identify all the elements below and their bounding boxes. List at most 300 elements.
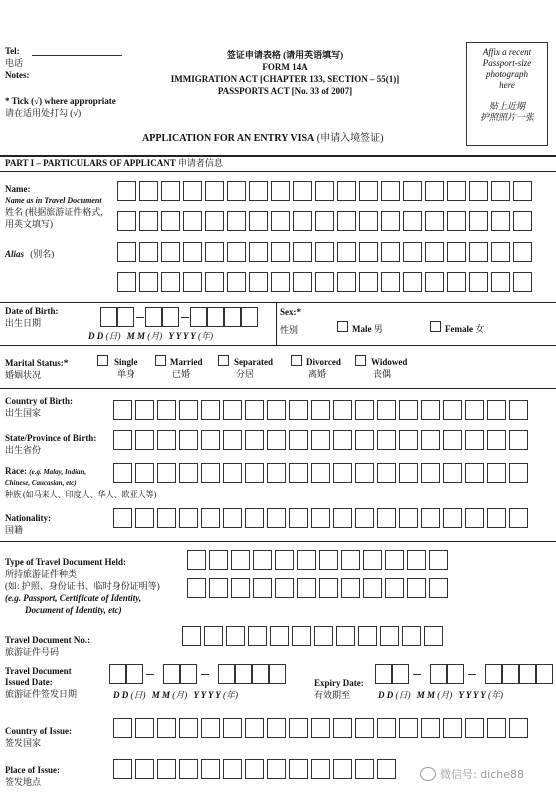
char-box[interactable] (187, 550, 206, 570)
char-box[interactable] (139, 272, 158, 292)
expiry-month-cells[interactable] (430, 664, 464, 684)
char-box[interactable] (421, 463, 440, 483)
char-box[interactable] (267, 759, 286, 779)
char-box[interactable] (536, 664, 553, 684)
char-box[interactable] (135, 759, 154, 779)
char-box[interactable] (314, 626, 333, 646)
char-box[interactable] (319, 550, 338, 570)
tick-instruction: * Tick (√) where appropriate (5, 96, 116, 106)
char-box[interactable] (157, 508, 176, 528)
char-box[interactable] (425, 242, 444, 262)
char-box[interactable] (403, 242, 422, 262)
char-box[interactable] (126, 664, 143, 684)
char-box[interactable] (289, 463, 308, 483)
photo-box[interactable] (466, 42, 548, 146)
char-box[interactable] (359, 181, 378, 201)
divorced-checkbox[interactable] (291, 355, 302, 366)
char-box[interactable] (377, 508, 396, 528)
char-box[interactable] (100, 307, 117, 327)
char-box[interactable] (513, 211, 532, 231)
char-box[interactable] (315, 242, 334, 262)
char-box[interactable] (311, 400, 330, 420)
char-box[interactable] (355, 400, 374, 420)
dob-day-cells[interactable] (100, 307, 134, 327)
char-box[interactable] (319, 578, 338, 598)
char-box[interactable] (227, 211, 246, 231)
char-box[interactable] (407, 550, 426, 570)
expiry-day-cells[interactable] (375, 664, 409, 684)
char-box[interactable] (179, 508, 198, 528)
char-box[interactable] (248, 626, 267, 646)
char-box[interactable] (407, 578, 426, 598)
char-box[interactable] (519, 664, 536, 684)
char-box[interactable] (180, 664, 197, 684)
char-box[interactable] (447, 181, 466, 201)
char-box[interactable] (513, 272, 532, 292)
char-box[interactable] (399, 463, 418, 483)
char-box[interactable] (271, 272, 290, 292)
char-box[interactable] (443, 508, 462, 528)
dob-year-cells[interactable] (190, 307, 258, 327)
char-box[interactable] (421, 718, 440, 738)
char-box[interactable] (157, 430, 176, 450)
char-box[interactable] (509, 463, 528, 483)
char-box[interactable] (235, 664, 252, 684)
char-box[interactable] (297, 578, 316, 598)
char-box[interactable] (341, 578, 360, 598)
char-box[interactable] (336, 626, 355, 646)
char-box[interactable] (443, 400, 462, 420)
passports-act: PASSPORTS ACT [No. 33 of 2007] (217, 86, 353, 96)
char-box[interactable] (113, 508, 132, 528)
char-box[interactable] (269, 664, 286, 684)
char-box[interactable] (289, 508, 308, 528)
char-box[interactable] (399, 508, 418, 528)
char-box[interactable] (421, 430, 440, 450)
char-box[interactable] (363, 550, 382, 570)
char-box[interactable] (205, 211, 224, 231)
char-box[interactable] (355, 430, 374, 450)
country-birth-cells[interactable] (113, 400, 531, 420)
char-box[interactable] (270, 626, 289, 646)
char-box[interactable] (117, 181, 136, 201)
char-box[interactable] (443, 430, 462, 450)
char-box[interactable] (271, 181, 290, 201)
char-box[interactable] (443, 463, 462, 483)
char-box[interactable] (337, 181, 356, 201)
char-box[interactable] (502, 664, 519, 684)
char-box[interactable] (491, 272, 510, 292)
char-box[interactable] (333, 508, 352, 528)
issued-label-2: Issued Date: (5, 677, 53, 687)
char-box[interactable] (363, 578, 382, 598)
dob-month-cells[interactable] (145, 307, 179, 327)
char-box[interactable] (403, 181, 422, 201)
char-box[interactable] (223, 718, 242, 738)
married-checkbox[interactable] (155, 355, 166, 366)
char-box[interactable] (381, 242, 400, 262)
char-box[interactable] (315, 211, 334, 231)
char-box[interactable] (487, 430, 506, 450)
char-box[interactable] (292, 626, 311, 646)
char-box[interactable] (289, 759, 308, 779)
char-box[interactable] (224, 307, 241, 327)
widowed-cn: 丧偶 (373, 369, 392, 379)
char-box[interactable] (509, 430, 528, 450)
char-box[interactable] (190, 307, 207, 327)
female-checkbox[interactable] (430, 321, 441, 332)
char-box[interactable] (513, 242, 532, 262)
char-box[interactable] (469, 211, 488, 231)
char-box[interactable] (113, 759, 132, 779)
char-box[interactable] (491, 242, 510, 262)
char-box[interactable] (223, 400, 242, 420)
char-box[interactable] (385, 578, 404, 598)
char-box[interactable] (231, 578, 250, 598)
char-box[interactable] (469, 181, 488, 201)
char-box[interactable] (429, 550, 448, 570)
char-box[interactable] (443, 718, 462, 738)
tel-line[interactable] (32, 55, 122, 56)
char-box[interactable] (139, 181, 158, 201)
char-box[interactable] (179, 400, 198, 420)
char-box[interactable] (293, 211, 312, 231)
char-box[interactable] (163, 664, 180, 684)
char-box[interactable] (289, 400, 308, 420)
expiry-dash (468, 674, 476, 675)
char-box[interactable] (117, 307, 134, 327)
char-box[interactable] (179, 430, 198, 450)
char-box[interactable] (377, 463, 396, 483)
marital-cn: 婚姻状况 (5, 370, 42, 380)
char-box[interactable] (289, 718, 308, 738)
char-box[interactable] (267, 430, 286, 450)
travel-doc-type-label: Type of Travel Document Held: (5, 557, 126, 567)
char-box[interactable] (209, 550, 228, 570)
char-box[interactable] (109, 664, 126, 684)
char-box[interactable] (201, 400, 220, 420)
char-box[interactable] (469, 242, 488, 262)
char-box[interactable] (333, 718, 352, 738)
char-box[interactable] (311, 759, 330, 779)
char-box[interactable] (161, 242, 180, 262)
char-box[interactable] (509, 400, 528, 420)
char-box[interactable] (201, 430, 220, 450)
race-eg-1: (e.g. Malay, Indian, (29, 468, 87, 476)
separated-checkbox[interactable] (218, 355, 229, 366)
char-box[interactable] (465, 430, 484, 450)
char-box[interactable] (227, 272, 246, 292)
char-box[interactable] (487, 718, 506, 738)
char-box[interactable] (117, 211, 136, 231)
char-box[interactable] (447, 272, 466, 292)
char-box[interactable] (253, 578, 272, 598)
char-box[interactable] (381, 272, 400, 292)
char-box[interactable] (113, 430, 132, 450)
char-box[interactable] (403, 211, 422, 231)
char-box[interactable] (271, 211, 290, 231)
char-box[interactable] (135, 718, 154, 738)
char-box[interactable] (157, 759, 176, 779)
char-box[interactable] (201, 718, 220, 738)
wechat-icon (420, 767, 436, 781)
char-box[interactable] (447, 664, 464, 684)
state-birth-cells[interactable] (113, 430, 531, 450)
char-box[interactable] (267, 718, 286, 738)
char-box[interactable] (311, 718, 330, 738)
char-box[interactable] (381, 211, 400, 231)
expiry-mm-cn: (月) (437, 690, 453, 700)
char-box[interactable] (355, 463, 374, 483)
char-box[interactable] (245, 463, 264, 483)
single-checkbox[interactable] (97, 355, 108, 366)
char-box[interactable] (231, 550, 250, 570)
char-box[interactable] (252, 664, 269, 684)
char-box[interactable] (207, 307, 224, 327)
char-box[interactable] (113, 463, 132, 483)
state-birth-label: State/Province of Birth: (5, 433, 97, 443)
char-box[interactable] (399, 400, 418, 420)
part1-title (5, 158, 223, 169)
alias-row-1[interactable] (117, 242, 535, 262)
char-box[interactable] (226, 626, 245, 646)
char-box[interactable] (315, 181, 334, 201)
char-box[interactable] (487, 508, 506, 528)
char-box[interactable] (135, 463, 154, 483)
char-box[interactable] (403, 272, 422, 292)
char-box[interactable] (201, 508, 220, 528)
char-box[interactable] (424, 626, 443, 646)
char-box[interactable] (157, 400, 176, 420)
char-box[interactable] (311, 508, 330, 528)
char-box[interactable] (205, 181, 224, 201)
char-box[interactable] (249, 242, 268, 262)
char-box[interactable] (509, 718, 528, 738)
char-box[interactable] (513, 181, 532, 201)
char-box[interactable] (337, 242, 356, 262)
char-box[interactable] (187, 578, 206, 598)
alias-row-2[interactable] (117, 272, 535, 292)
char-box[interactable] (380, 626, 399, 646)
char-box[interactable] (205, 242, 224, 262)
nationality-label: Nationality: (5, 513, 51, 523)
char-box[interactable] (509, 508, 528, 528)
married-cn: 已婚 (172, 369, 191, 379)
char-box[interactable] (113, 718, 132, 738)
char-box[interactable] (201, 759, 220, 779)
char-box[interactable] (333, 400, 352, 420)
marital-label: Marital Status:* (5, 358, 69, 368)
char-box[interactable] (267, 400, 286, 420)
char-box[interactable] (183, 272, 202, 292)
char-box[interactable] (267, 508, 286, 528)
char-box[interactable] (139, 242, 158, 262)
char-box[interactable] (311, 463, 330, 483)
char-box[interactable] (205, 272, 224, 292)
char-box[interactable] (139, 211, 158, 231)
nationality-cells[interactable] (113, 508, 531, 528)
char-box[interactable] (145, 307, 162, 327)
char-box[interactable] (392, 664, 409, 684)
char-box[interactable] (249, 181, 268, 201)
char-box[interactable] (218, 664, 235, 684)
char-box[interactable] (429, 578, 448, 598)
country-issue-cells[interactable] (113, 718, 531, 738)
char-box[interactable] (161, 211, 180, 231)
race-cn: 种族 (如马来人、印度人、华人、欧亚人等) (5, 490, 157, 499)
char-box[interactable] (249, 272, 268, 292)
char-box[interactable] (333, 463, 352, 483)
char-box[interactable] (399, 718, 418, 738)
char-box[interactable] (113, 400, 132, 420)
char-box[interactable] (315, 272, 334, 292)
char-box[interactable] (465, 463, 484, 483)
char-box[interactable] (157, 463, 176, 483)
char-box[interactable] (355, 508, 374, 528)
char-box[interactable] (425, 181, 444, 201)
char-box[interactable] (341, 550, 360, 570)
name-row-2[interactable] (117, 211, 535, 231)
char-box[interactable] (377, 718, 396, 738)
char-box[interactable] (161, 181, 180, 201)
widowed-checkbox[interactable] (355, 355, 366, 366)
char-box[interactable] (469, 272, 488, 292)
travel-doc-no-cells[interactable] (182, 626, 446, 646)
char-box[interactable] (135, 508, 154, 528)
char-box[interactable] (117, 242, 136, 262)
char-box[interactable] (358, 626, 377, 646)
char-box[interactable] (465, 400, 484, 420)
issued-year-cells[interactable] (218, 664, 286, 684)
male-checkbox[interactable] (337, 321, 348, 332)
char-box[interactable] (204, 626, 223, 646)
char-box[interactable] (223, 759, 242, 779)
char-box[interactable] (179, 759, 198, 779)
char-box[interactable] (289, 430, 308, 450)
char-box[interactable] (355, 759, 374, 779)
char-box[interactable] (223, 430, 242, 450)
char-box[interactable] (271, 242, 290, 262)
char-box[interactable] (183, 181, 202, 201)
char-box[interactable] (223, 508, 242, 528)
expiry-year-cells[interactable] (485, 664, 553, 684)
char-box[interactable] (293, 272, 312, 292)
char-box[interactable] (399, 430, 418, 450)
char-box[interactable] (311, 430, 330, 450)
char-box[interactable] (182, 626, 201, 646)
name-row-1[interactable] (117, 181, 535, 201)
char-box[interactable] (227, 242, 246, 262)
char-box[interactable] (447, 211, 466, 231)
char-box[interactable] (359, 242, 378, 262)
char-box[interactable] (267, 463, 286, 483)
char-box[interactable] (117, 272, 136, 292)
travel-doc-type-row-2[interactable] (187, 578, 451, 598)
expiry-dd-cn: (日) (395, 690, 411, 700)
char-box[interactable] (333, 759, 352, 779)
photo-line-4: here (499, 80, 515, 90)
place-issue-cells[interactable] (113, 759, 399, 779)
char-box[interactable] (377, 430, 396, 450)
char-box[interactable] (293, 181, 312, 201)
char-box[interactable] (491, 181, 510, 201)
char-box[interactable] (241, 307, 258, 327)
char-box[interactable] (275, 578, 294, 598)
char-box[interactable] (485, 664, 502, 684)
char-box[interactable] (162, 307, 179, 327)
char-box[interactable] (245, 718, 264, 738)
char-box[interactable] (293, 242, 312, 262)
char-box[interactable] (209, 578, 228, 598)
char-box[interactable] (487, 400, 506, 420)
char-box[interactable] (487, 463, 506, 483)
char-box[interactable] (447, 242, 466, 262)
issued-dd-cn: (日) (130, 690, 146, 700)
race-cells[interactable] (113, 463, 531, 483)
divider (0, 171, 556, 172)
photo-line-1: Affix a recent (482, 47, 532, 57)
char-box[interactable] (249, 211, 268, 231)
travel-doc-type-row-1[interactable] (187, 550, 451, 570)
char-box[interactable] (465, 718, 484, 738)
char-box[interactable] (179, 463, 198, 483)
char-box[interactable] (135, 430, 154, 450)
char-box[interactable] (381, 181, 400, 201)
char-box[interactable] (375, 664, 392, 684)
char-box[interactable] (465, 508, 484, 528)
char-box[interactable] (385, 550, 404, 570)
char-box[interactable] (227, 181, 246, 201)
char-box[interactable] (201, 463, 220, 483)
char-box[interactable] (135, 400, 154, 420)
char-box[interactable] (275, 550, 294, 570)
char-box[interactable] (223, 463, 242, 483)
char-box[interactable] (245, 400, 264, 420)
char-box[interactable] (421, 508, 440, 528)
char-box[interactable] (157, 718, 176, 738)
char-box[interactable] (337, 272, 356, 292)
char-box[interactable] (297, 550, 316, 570)
char-box[interactable] (377, 759, 396, 779)
char-box[interactable] (430, 664, 447, 684)
char-box[interactable] (425, 211, 444, 231)
place-issue-cn: 签发地点 (5, 777, 42, 787)
issued-month-cells[interactable] (163, 664, 197, 684)
char-box[interactable] (245, 430, 264, 450)
dob-dd-cn: (日) (105, 331, 121, 341)
char-box[interactable] (359, 272, 378, 292)
char-box[interactable] (245, 508, 264, 528)
char-box[interactable] (179, 718, 198, 738)
char-box[interactable] (425, 272, 444, 292)
char-box[interactable] (333, 430, 352, 450)
char-box[interactable] (183, 242, 202, 262)
issued-day-cells[interactable] (109, 664, 143, 684)
char-box[interactable] (253, 550, 272, 570)
char-box[interactable] (402, 626, 421, 646)
char-box[interactable] (183, 211, 202, 231)
char-box[interactable] (337, 211, 356, 231)
char-box[interactable] (245, 759, 264, 779)
application-title-en: APPLICATION FOR AN ENTRY VISA (142, 133, 315, 144)
char-box[interactable] (491, 211, 510, 231)
char-box[interactable] (359, 211, 378, 231)
char-box[interactable] (377, 400, 396, 420)
char-box[interactable] (355, 718, 374, 738)
char-box[interactable] (161, 272, 180, 292)
char-box[interactable] (421, 400, 440, 420)
state-birth-cn: 出生省份 (5, 445, 42, 455)
